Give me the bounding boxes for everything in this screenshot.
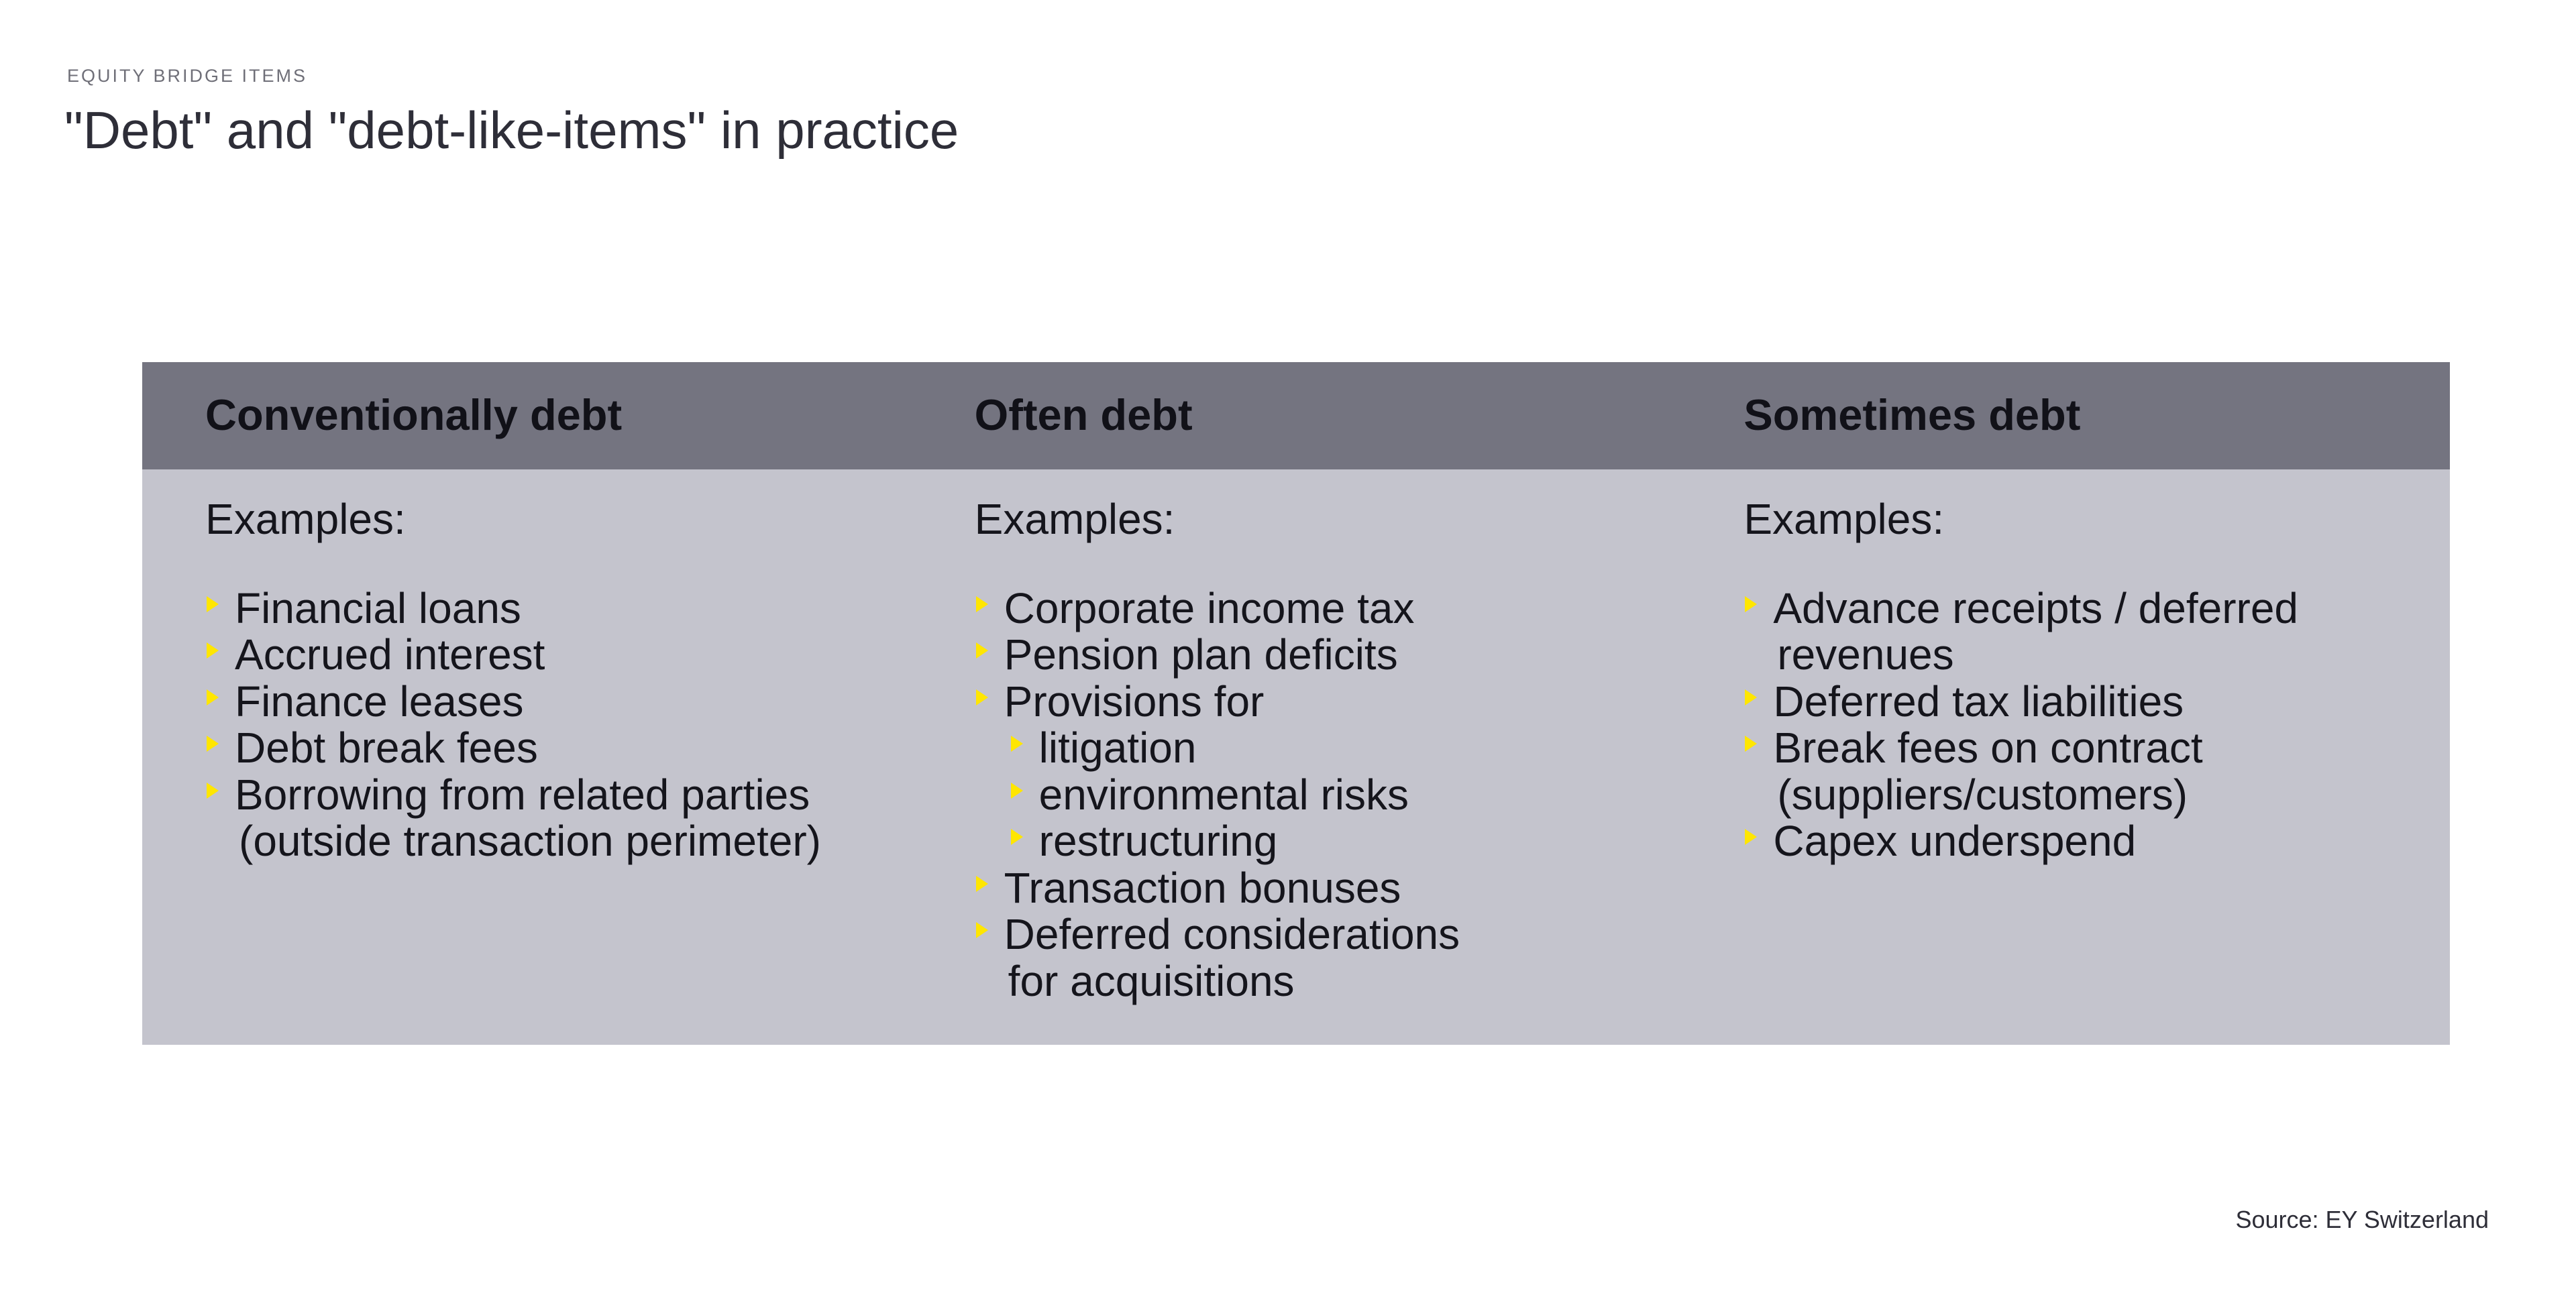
list-item-continuation: (outside transaction perimeter) — [239, 817, 821, 866]
list-item-text: Debt break fees — [235, 724, 538, 773]
list-item — [205, 725, 912, 772]
triangle-bullet-icon — [1011, 829, 1023, 845]
triangle-bullet-icon — [976, 922, 988, 938]
triangle-bullet-icon — [976, 876, 988, 892]
list-item — [205, 772, 912, 865]
list-item — [975, 865, 1681, 912]
list-item-text: Financial loans — [235, 583, 521, 632]
list-item — [975, 772, 1681, 819]
column-often-debt — [912, 469, 1681, 1045]
triangle-bullet-icon — [976, 642, 988, 659]
list-item-text: Accrued interest — [235, 630, 545, 679]
list-item-text: Provisions for — [1004, 677, 1265, 726]
list-item-continuation: (suppliers/customers) — [1777, 770, 2188, 819]
triangle-bullet-icon — [207, 689, 219, 705]
list-item-text: Break fees on contract — [1773, 724, 2203, 773]
list-item — [205, 632, 912, 679]
list-item — [975, 585, 1681, 632]
example-list — [205, 585, 912, 865]
list-item-continuation: for acquisitions — [1008, 956, 1295, 1005]
example-list — [975, 585, 1681, 1005]
source-note: Source: EY Switzerland — [2235, 1206, 2489, 1233]
list-item-text: restructuring — [1038, 817, 1278, 866]
triangle-bullet-icon — [976, 689, 988, 705]
table-body-row — [142, 469, 2450, 1045]
eyebrow-label: EQUITY BRIDGE ITEMS — [67, 66, 308, 86]
list-item — [975, 818, 1681, 865]
example-list — [1743, 585, 2450, 865]
column-heading-conventionally-debt: Conventionally debt — [205, 390, 623, 439]
table-header-row — [142, 362, 2450, 469]
list-item — [975, 632, 1681, 679]
column-heading-sometimes-debt: Sometimes debt — [1743, 390, 2081, 439]
list-item-text: Corporate income tax — [1004, 583, 1415, 632]
triangle-bullet-icon — [207, 783, 219, 799]
triangle-bullet-icon — [1011, 736, 1023, 752]
list-item-text: Borrowing from related parties — [235, 770, 810, 819]
column-heading-often-debt: Often debt — [974, 390, 1193, 439]
triangle-bullet-icon — [207, 736, 219, 752]
list-item-text: Pension plan deficits — [1004, 630, 1398, 679]
list-item — [1743, 585, 2450, 679]
debt-classification-table — [142, 362, 2450, 1045]
list-item-text: Transaction bonuses — [1004, 863, 1401, 912]
examples-label: Examples: — [205, 495, 406, 543]
list-item — [1743, 679, 2450, 726]
list-item — [205, 585, 912, 632]
examples-label: Examples: — [1743, 495, 1945, 543]
list-item-text: environmental risks — [1038, 770, 1409, 819]
triangle-bullet-icon — [1011, 783, 1023, 799]
column-conventionally-debt — [142, 469, 912, 1045]
list-item-text: Deferred tax liabilities — [1773, 677, 2184, 726]
list-item-text: Finance leases — [235, 677, 524, 726]
column-sometimes-debt — [1680, 469, 2450, 1045]
list-item — [975, 679, 1681, 726]
triangle-bullet-icon — [1745, 596, 1757, 612]
triangle-bullet-icon — [1745, 736, 1757, 752]
examples-label: Examples: — [974, 495, 1175, 543]
triangle-bullet-icon — [1745, 829, 1757, 845]
list-item-text: litigation — [1038, 724, 1197, 773]
list-item — [1743, 818, 2450, 865]
triangle-bullet-icon — [976, 596, 988, 612]
list-item — [975, 911, 1681, 1005]
list-item — [975, 725, 1681, 772]
triangle-bullet-icon — [1745, 689, 1757, 705]
list-item-continuation: revenues — [1777, 630, 1954, 679]
triangle-bullet-icon — [207, 642, 219, 659]
page-title: "Debt" and "debt-like-items" in practice — [64, 101, 959, 160]
list-item-text: Advance receipts / deferred — [1773, 583, 2298, 632]
triangle-bullet-icon — [207, 596, 219, 612]
list-item — [205, 679, 912, 726]
list-item-text: Capex underspend — [1773, 817, 2137, 866]
list-item-text: Deferred considerations — [1004, 910, 1460, 959]
list-item — [1743, 725, 2450, 818]
